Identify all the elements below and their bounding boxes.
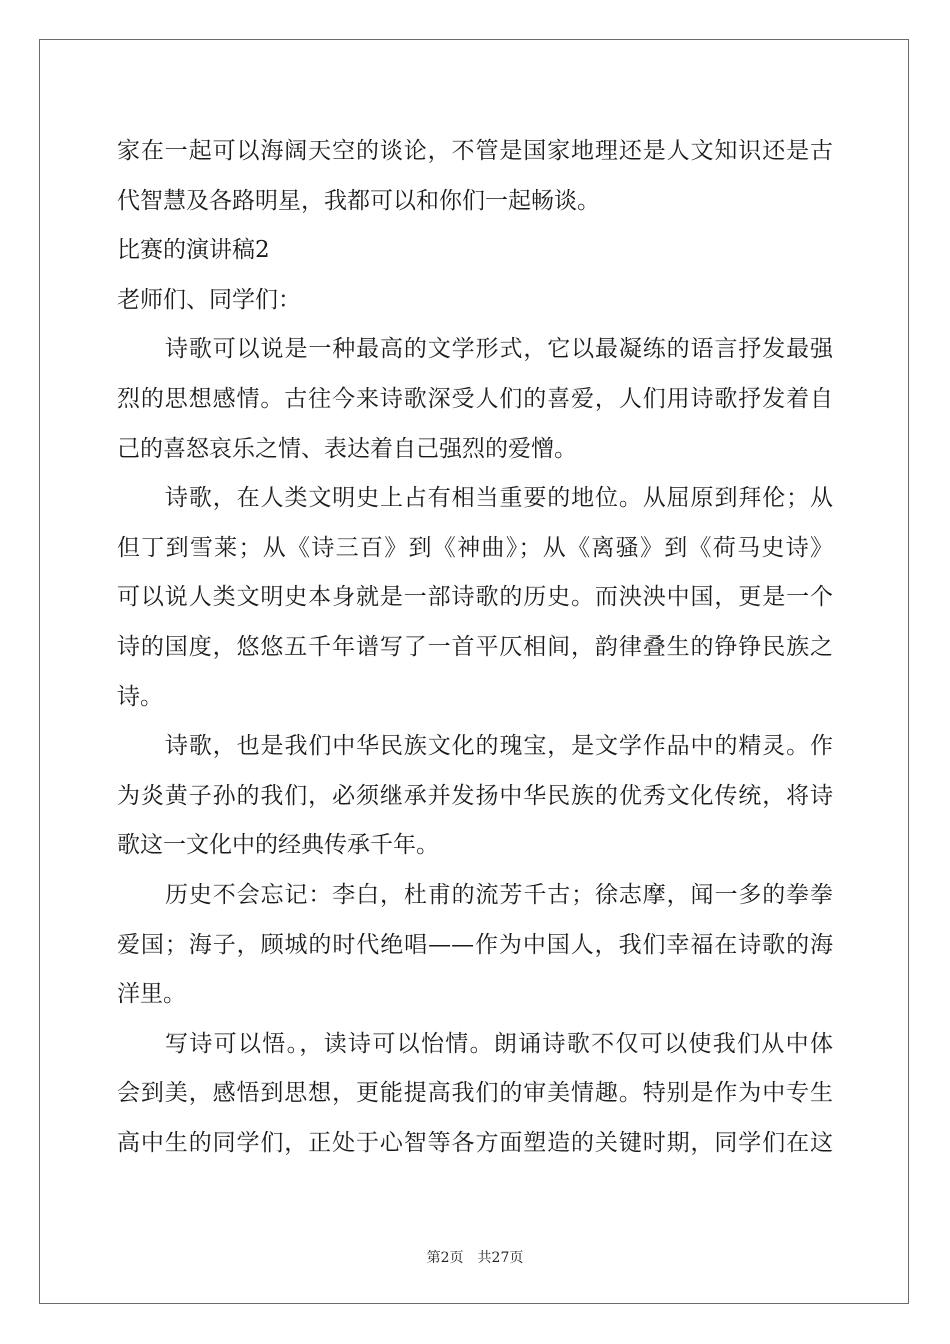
text-line: 家在一起可以海阔天空的谈论，不管是国家地理还是人文知识还是古: [117, 138, 833, 164]
text-line: 老师们、同学们：: [117, 286, 301, 313]
text-line: 爱国；海子，顾城的时代绝唱——作为中国人，我们幸福在诗歌的海: [117, 931, 833, 958]
text-line: 高中生的同学们，正处于心智等各方面塑造的关键时期，同学们在这: [117, 1129, 833, 1156]
text-line: 但丁到雪莱；从《诗三百》到《神曲》；从《离骚》到《荷马史诗》: [117, 534, 833, 561]
text-line: 历史不会忘记：李白，杜甫的流芳千古；徐志摩，闻一多的拳拳: [165, 881, 833, 908]
text-line: 己的喜怒哀乐之情、表达着自己强烈的爱憎。: [117, 435, 577, 462]
page-number: 第2页: [426, 1250, 464, 1266]
page-total: 共27页: [477, 1250, 524, 1266]
page-footer: [0, 1247, 950, 1267]
text-line: 为炎黄子孙的我们，必须继承并发扬中华民族的优秀文化传统，将诗: [117, 782, 833, 809]
text-line: 诗歌，也是我们中华民族文化的瑰宝，是文学作品中的精灵。作: [165, 733, 833, 760]
text-line: 诗。: [117, 683, 163, 710]
document-body: [117, 127, 833, 1168]
text-line: 诗的国度，悠悠五千年谱写了一首平仄相间，韵律叠生的铮铮民族之: [117, 633, 833, 660]
text-line: 歌这一文化中的经典传承千年。: [117, 832, 439, 859]
text-line: 洋里。: [117, 981, 186, 1008]
text-line: 代智慧及各路明星，我都可以和你们一起畅谈。: [117, 187, 600, 214]
text-line: 诗歌，在人类文明史上占有相当重要的地位。从屈原到拜伦；从: [165, 485, 833, 512]
text-line: 可以说人类文明史本身就是一部诗歌的历史。而泱泱中国，更是一个: [117, 584, 833, 611]
text-line: 诗歌可以说是一种最高的文学形式，它以最凝练的语言抒发最强: [165, 336, 833, 363]
text-line: 会到美，感悟到思想，更能提高我们的审美情趣。特别是作为中专生: [117, 1080, 833, 1107]
text-line: 烈的思想感情。古往今来诗歌深受人们的喜爱，人们用诗歌抒发着自: [117, 385, 833, 412]
text-line: 比赛的演讲稿2: [117, 237, 270, 264]
text-line: 写诗可以悟。，读诗可以怡情。朗诵诗歌不仅可以使我们从中体: [165, 1030, 833, 1057]
